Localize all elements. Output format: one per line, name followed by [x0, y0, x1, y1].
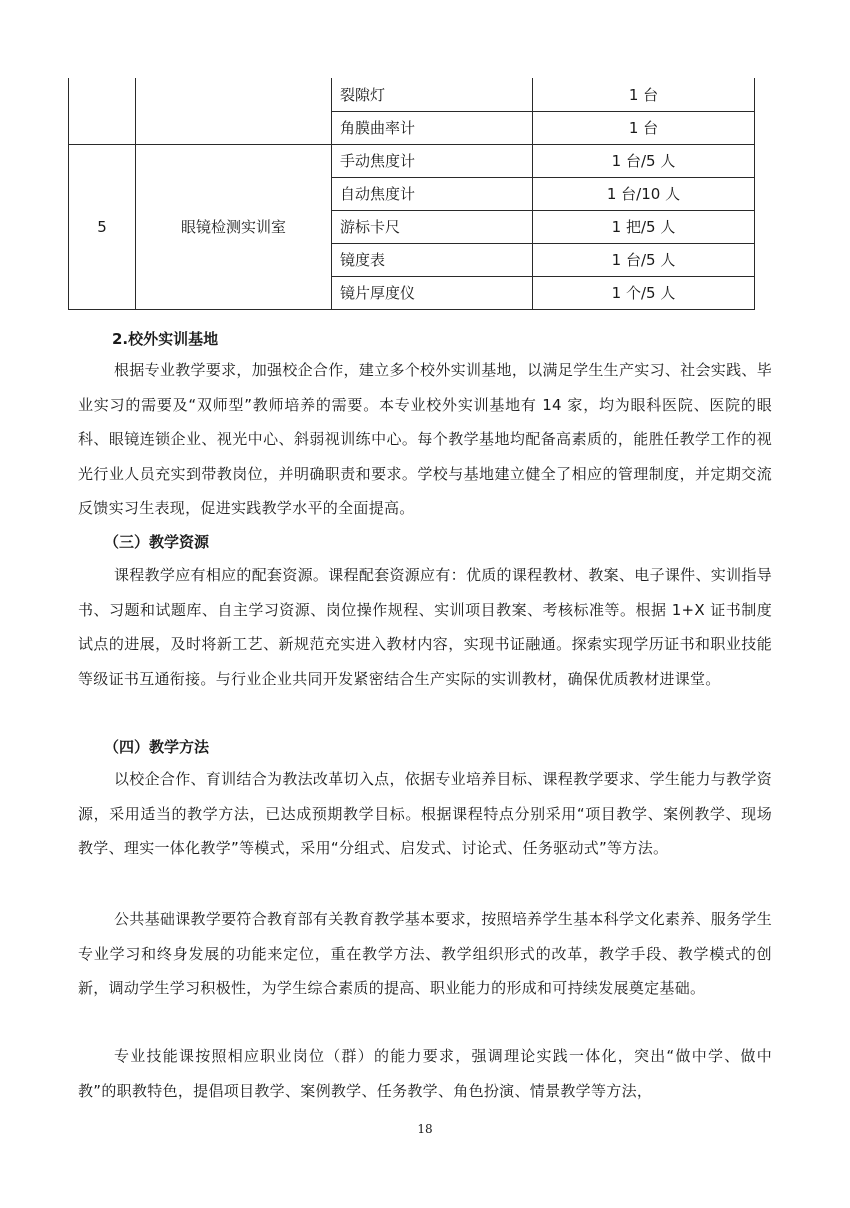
table-cell-equipment: 镜片厚度仪	[332, 276, 533, 309]
table-cell-room	[136, 78, 332, 144]
methods-paragraph-3: 专业技能课按照相应职业岗位（群）的能力要求，强调理论实践一体化，突出“做中学、做中教”的职教特色，提倡项目教学、案例教学、任务教学、角色扮演、情景教学等方法，	[78, 1047, 772, 1100]
table-cell-equipment: 自动焦度计	[332, 177, 533, 210]
methods-paragraph-1: 以校企合作、育训结合为教法改革切入点，依据专业培养目标、课程教学要求、学生能力与教学资源，采用适当的教学方法，已达成预期教学目标。根据课程特点分别采用“项目教学、案例教学、现场教学、理实一体化教学”等模式，采用“分组式、启发式、讨论式、任务驱动式”等方法。	[78, 770, 772, 857]
off-campus-paragraph: 根据专业教学要求，加强校企合作，建立多个校外实训基地，以满足学生生产实习、社会实践、毕业实习的需要及“双师型”教师培养的需要。本专业校外实训基地有 14 家，均为眼科医院、医院的眼科、眼镜连锁企业、视光中心、斜弱视训练中心。每个教学基地均配备高素质的，能胜任教学工作的视光行业人员充实到带教岗位，并明确职责和要求。学校与基地建立健全了相应的管理制度，并定期交流反馈实习生表现，促进实践教学水平的全面提高。	[78, 361, 772, 517]
off-campus-heading: 2.校外实训基地	[112, 330, 219, 348]
methods-heading: （四）教学方法	[104, 738, 210, 756]
resources-heading: （三）教学资源	[104, 533, 210, 551]
table-cell-equipment: 手动焦度计	[332, 144, 533, 177]
table-cell-quantity: 1 把/5 人	[533, 210, 755, 243]
table-cell-quantity: 1 台/5 人	[533, 144, 755, 177]
table-row	[69, 78, 755, 111]
resources-paragraph: 课程教学应有相应的配套资源。课程配套资源应有：优质的课程教材、教案、电子课件、实训指导书、习题和试题库、自主学习资源、岗位操作规程、实训项目教案、考核标准等。根据 1+X 证书制度试点的进展，及时将新工艺、新规范充实进入教材内容，实现书证融通。探索实现学历证书和职业技能等级证书互通衔接。与行业企业共同开发紧密结合生产实际的实训教材，确保优质教材进课堂。	[78, 566, 772, 688]
table-cell-quantity: 1 个/5 人	[533, 276, 755, 309]
table-cell-quantity: 1 台/5 人	[533, 243, 755, 276]
table-cell-quantity: 1 台	[533, 78, 755, 111]
table-cell-quantity: 1 台/10 人	[533, 177, 755, 210]
table-cell-quantity: 1 台	[533, 111, 755, 144]
table-cell-equipment: 镜度表	[332, 243, 533, 276]
table-cell-equipment: 游标卡尺	[332, 210, 533, 243]
table-cell-num	[69, 78, 136, 144]
table-cell-num: 5	[69, 144, 136, 309]
table-cell-equipment: 角膜曲率计	[332, 111, 533, 144]
page-number: 18	[417, 1122, 433, 1136]
table-cell-room: 眼镜检测实训室	[136, 144, 332, 309]
equipment-table	[68, 78, 755, 310]
table-cell-equipment: 裂隙灯	[332, 78, 533, 111]
methods-paragraph-2: 公共基础课教学要符合教育部有关教育教学基本要求，按照培养学生基本科学文化素养、服务学生专业学习和终身发展的功能来定位，重在教学方法、教学组织形式的改革，教学手段、教学模式的创新，调动学生学习积极性，为学生综合素质的提高、职业能力的形成和可持续发展奠定基础。	[78, 910, 772, 997]
table-row	[69, 144, 755, 177]
